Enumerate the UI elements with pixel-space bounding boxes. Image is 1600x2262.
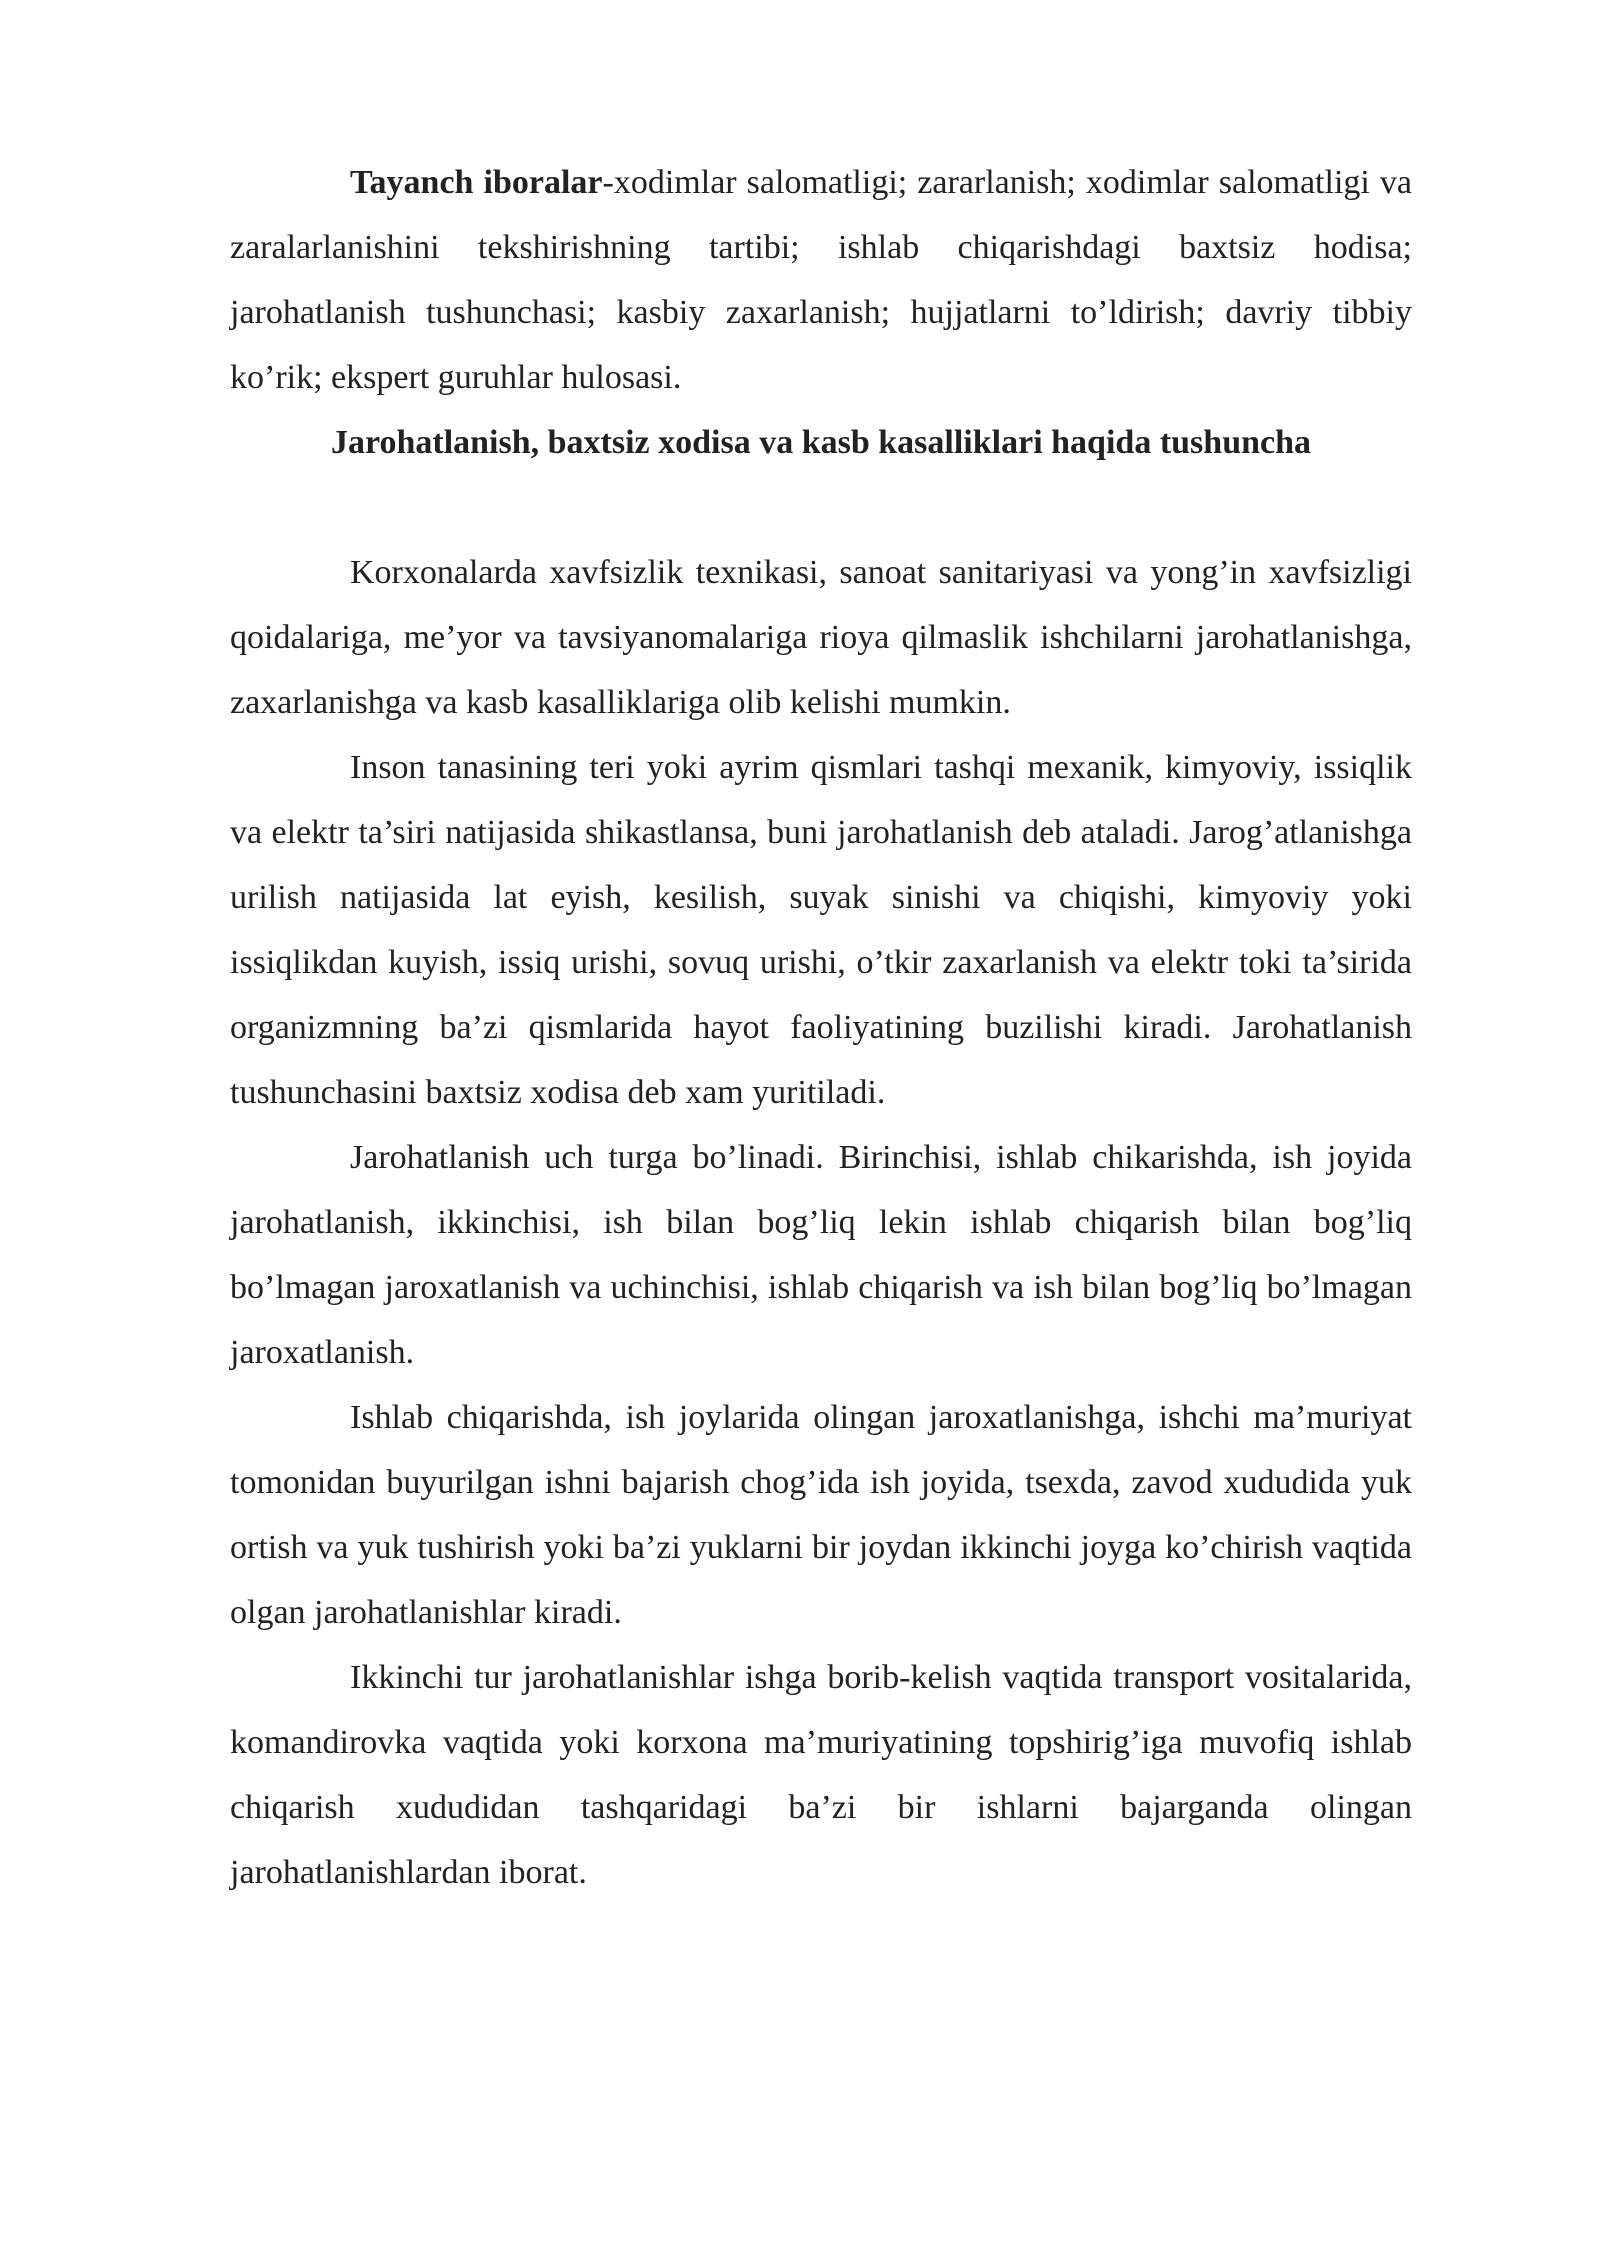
document-page xyxy=(230,150,1412,1905)
spacer xyxy=(230,475,1412,540)
body-paragraph-3: Jarohatlanish uch turga bo’linadi. Birinchisi, ishlab chikarishda, ish joyida jarohatlanish, ikkinchisi, ish bilan bog’liq lekin ishlab chiqarish bilan bog’liq bo’lmagan jaroxatlanish va uchinchisi, ishlab chiqarish va ish bilan bog’liq bo’lmagan jaroxatlanish. xyxy=(230,1139,1412,1371)
keywords-paragraph xyxy=(230,150,1412,410)
body-paragraph-2: Inson tanasining teri yoki ayrim qismlari tashqi mexanik, kimyoviy, issiqlik va elektr ta’siri natijasida shikastlansa, buni jarohatlanish deb ataladi. Jarog’atlanishga urilish natijasida lat eyish, kesilish, suyak sinishi va chiqishi, kimyoviy yoki issiqlikdan kuyish, issiq urishi, sovuq urishi, o’tkir zaxarlanish va elektr toki ta’sirida organizmning ba’zi qismlarida hayot faoliyatining buzilishi kiradi. Jarohatlanish tushunchasini baxtsiz xodisa deb xam yuritiladi. xyxy=(230,749,1412,1111)
body-paragraph-5: Ikkinchi tur jarohatlanishlar ishga borib-kelish vaqtida transport vositalarida, komandirovka vaqtida yoki korxona ma’muriyatining topshirig’iga muvofiq ishlab chiqarish xududidan tashqaridagi ba’zi bir ishlarni bajarganda olingan jarohatlanishlardan iborat. xyxy=(230,1659,1412,1891)
body-paragraph-1: Korxonalarda xavfsizlik texnikasi, sanoat sanitariyasi va yong’in xavfsizligi qoidalariga, me’yor va tavsiyanomalariga rioya qilmaslik ishchilarni jarohatlanishga, zaxarlanishga va kasb kasalliklariga olib kelishi mumkin. xyxy=(230,554,1412,721)
section-heading: Jarohatlanish, baxtsiz xodisa va kasb kasalliklari haqida tushuncha xyxy=(330,424,1312,461)
keywords-text: -xodimlar salomatligi; zararlanish; xodimlar salomatligi va zaralarlanishini tekshirishning tartibi; ishlab chiqarishdagi baxtsiz hodisa; jarohatlanish tushunchasi; kasbiy zaxarlanish; hujjatlarni to’ldirish; davriy tibbiy ko’rik; ekspert guruhlar hulosasi. xyxy=(230,164,1413,396)
body-paragraph-4: Ishlab chiqarishda, ish joylarida olingan jaroxatlanishga, ishchi ma’muriyat tomonidan buyurilgan ishni bajarish chog’ida ish joyida, tsexda, zavod xududida yuk ortish va yuk tushirish yoki ba’zi yuklarni bir joydan ikkinchi joyga ko’chirish vaqtida olgan jarohatlanishlar kiradi. xyxy=(230,1399,1412,1631)
keywords-label: Tayanch iboralar xyxy=(350,164,603,201)
